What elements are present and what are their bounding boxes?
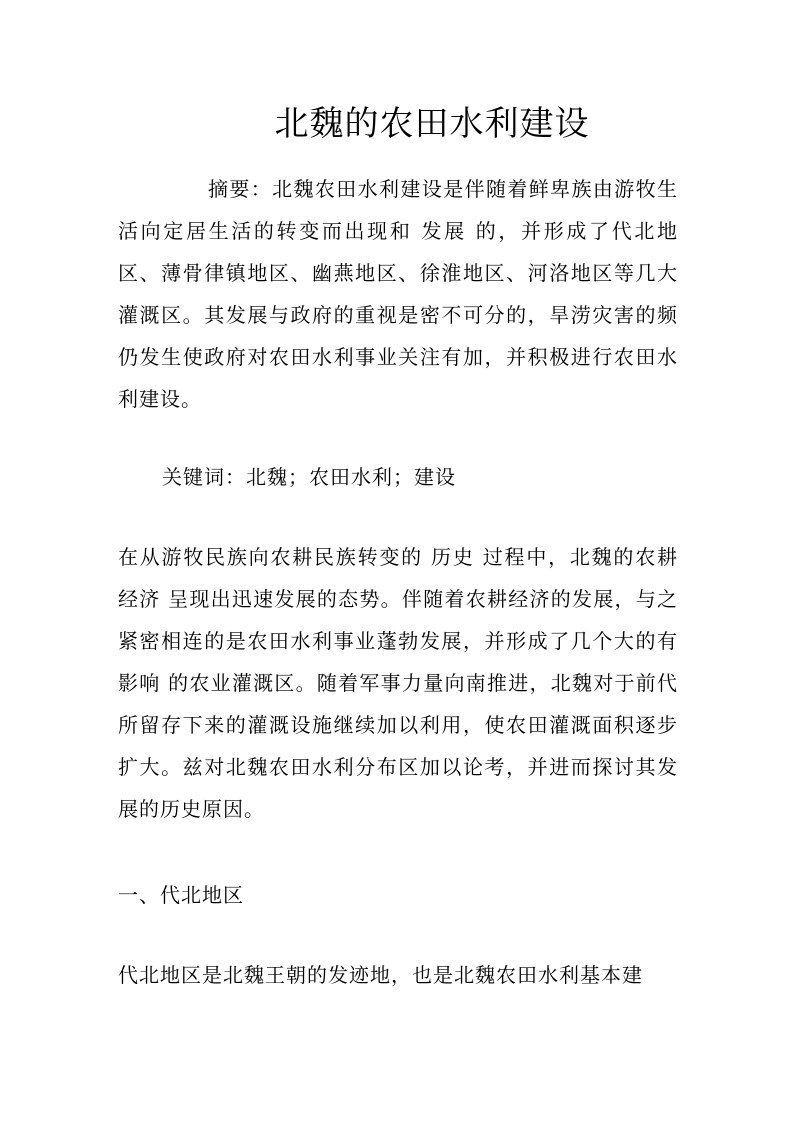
section-heading: 一、代北地区	[118, 883, 244, 907]
document-title: 北魏的农田水利建设	[274, 104, 590, 144]
section-paragraph: 代北地区是北魏王朝的发迹地，也是北魏农田水利基本建	[118, 963, 643, 987]
abstract-paragraph: 摘要：北魏农田水利建设是伴随着鲜卑族由游牧生活向定居生活的转变而出现和 发展 的，并形成了代北地区、薄骨律镇地区、幽燕地区、徐淮地区、河洛地区等几大灌溉区。其发展与政府的重视是密不可分的，旱涝灾害的频仍发生使政府对农田水利事业关注有加，并积极进行农田水利建设。	[118, 177, 678, 411]
intro-paragraph: 在从游牧民族向农耕民族转变的 历史 过程中，北魏的农耕 经济 呈现出迅速发展的态势。伴随着农耕经济的发展，与之紧密相连的是农田水利事业蓬勃发展，并形成了几个大的有 影响 的农业灌溉区。随着军事力量向南推进，北魏对于前代所留存下来的灌溉设施继续加以利用，使农田灌溉面积逐步扩大。兹对北魏农田水利分布区加以论考，并进而探讨其发展的历史原因。	[118, 545, 678, 821]
keywords-line: 关键词：北魏；农田水利；建设	[162, 465, 456, 489]
